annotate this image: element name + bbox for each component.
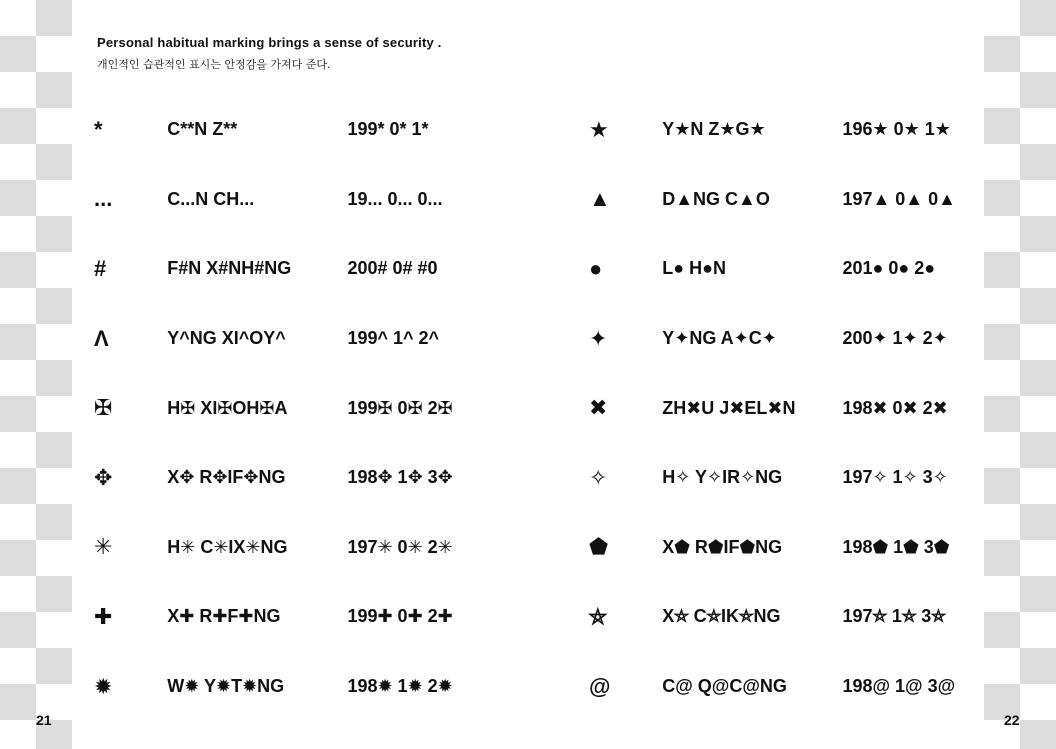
- asterisk-icon: *: [94, 116, 103, 142]
- checker-border-left: [0, 0, 72, 749]
- circle-icon: ●: [589, 255, 603, 281]
- checker-border-right: [984, 0, 1056, 749]
- masked-date: 201● 0● 2●: [842, 258, 936, 279]
- masked-name: H✧ Y✧IR✧NG: [662, 467, 783, 488]
- masked-name: H✳ C✳IX✳NG: [167, 536, 288, 557]
- four-arrow-cross-icon: ✥: [94, 464, 113, 490]
- caret-icon: Λ: [94, 325, 109, 351]
- list-item: [92, 165, 492, 235]
- list-item: [587, 234, 987, 304]
- masked-date: 198✹ 1✹ 2✹: [347, 676, 453, 697]
- list-item: [587, 373, 987, 443]
- masked-name: X⛤ C⛤IK⛤NG: [662, 606, 781, 627]
- masked-name: Y✦NG A✦C✦: [662, 328, 777, 349]
- masked-date: 199✚ 0✚ 2✚: [347, 606, 453, 627]
- list-item: [92, 304, 492, 374]
- masked-date: 19... 0... 0...: [347, 188, 443, 209]
- masked-name: C@ Q@C@NG: [662, 676, 787, 697]
- outlined-x-cross-icon: ✖: [589, 395, 608, 421]
- list-item: [92, 582, 492, 652]
- masked-date: 197✳ 0✳ 2✳: [347, 536, 453, 557]
- masked-date: 198⬟ 1⬟ 3⬟: [842, 536, 950, 557]
- masked-date: 199✠ 0✠ 2✠: [347, 397, 453, 418]
- maltese-cross-icon: ✠: [94, 395, 113, 421]
- page-number-left: 21: [36, 712, 52, 728]
- list-item: [587, 165, 987, 235]
- list-item: [587, 95, 987, 165]
- list-item: [587, 652, 987, 722]
- list-item: [92, 373, 492, 443]
- masked-date: 198@ 1@ 3@: [842, 676, 956, 697]
- small-sparkle-icon: ✧: [589, 464, 608, 490]
- four-point-star-icon: ✦: [589, 325, 608, 351]
- list-item: [587, 513, 987, 583]
- masked-name: C**N Z**: [167, 119, 238, 140]
- page-spread: [72, 0, 984, 749]
- pentagram-circle-icon: ⛤: [589, 603, 607, 629]
- masked-date: 197✧ 1✧ 3✧: [842, 467, 948, 488]
- masked-name: W✹ Y✹T✹NG: [167, 676, 285, 697]
- ellipsis-icon: ...: [94, 186, 113, 212]
- list-item: [92, 95, 492, 165]
- masked-name: X⬟ R⬟IF⬟NG: [662, 536, 783, 557]
- star-icon: ★: [589, 116, 609, 142]
- masked-date: 198✖ 0✖ 2✖: [842, 397, 948, 418]
- right-column: [587, 95, 987, 721]
- list-item: [92, 513, 492, 583]
- masked-name: D▲NG C▲O: [662, 188, 770, 209]
- masked-name: Y★N Z★G★: [662, 119, 766, 140]
- masked-date: 197▲ 0▲ 0▲: [842, 188, 956, 209]
- masked-date: 200✦ 1✦ 2✦: [842, 328, 948, 349]
- list-item: [587, 304, 987, 374]
- page-number-right: 22: [1004, 712, 1020, 728]
- eight-spoke-asterisk-icon: ✳: [94, 534, 113, 560]
- masked-name: X✥ R✥IF✥NG: [167, 467, 286, 488]
- starburst-icon: ✹: [94, 673, 113, 699]
- list-item: [587, 582, 987, 652]
- list-item: [92, 652, 492, 722]
- masked-date: 198✥ 1✥ 3✥: [347, 467, 453, 488]
- masked-name: F#N X#NH#NG: [167, 258, 292, 279]
- hash-icon: #: [94, 255, 107, 281]
- pentagon-icon: ⬟: [589, 534, 609, 560]
- page-title-english: Personal habitual marking brings a sense of security .: [97, 35, 442, 50]
- masked-name: ZH✖U J✖EL✖N: [662, 397, 796, 418]
- masked-name: C...N CH...: [167, 188, 255, 209]
- list-item: [587, 443, 987, 513]
- at-sign-icon: @: [589, 673, 611, 699]
- left-column: [92, 95, 492, 721]
- list-item: [92, 443, 492, 513]
- masked-name: Y^NG XI^OY^: [167, 328, 286, 349]
- masked-date: 200# 0# #0: [347, 258, 438, 279]
- masked-date: 199^ 1^ 2^: [347, 328, 440, 349]
- masked-name: H✠ XI✠OH✠A: [167, 397, 288, 418]
- triangle-icon: ▲: [589, 186, 611, 212]
- masked-date: 196★ 0★ 1★: [842, 119, 951, 140]
- masked-date: 197⛤ 1⛤ 3⛤: [842, 606, 946, 627]
- masked-name: L● H●N: [662, 258, 726, 279]
- list-item: [92, 234, 492, 304]
- masked-date: 199* 0* 1*: [347, 119, 429, 140]
- masked-name: X✚ R✚F✚NG: [167, 606, 281, 627]
- page-title-korean: 개인적인 습관적인 표시는 안정감을 가져다 준다.: [97, 58, 331, 71]
- plus-cross-icon: ✚: [94, 603, 113, 629]
